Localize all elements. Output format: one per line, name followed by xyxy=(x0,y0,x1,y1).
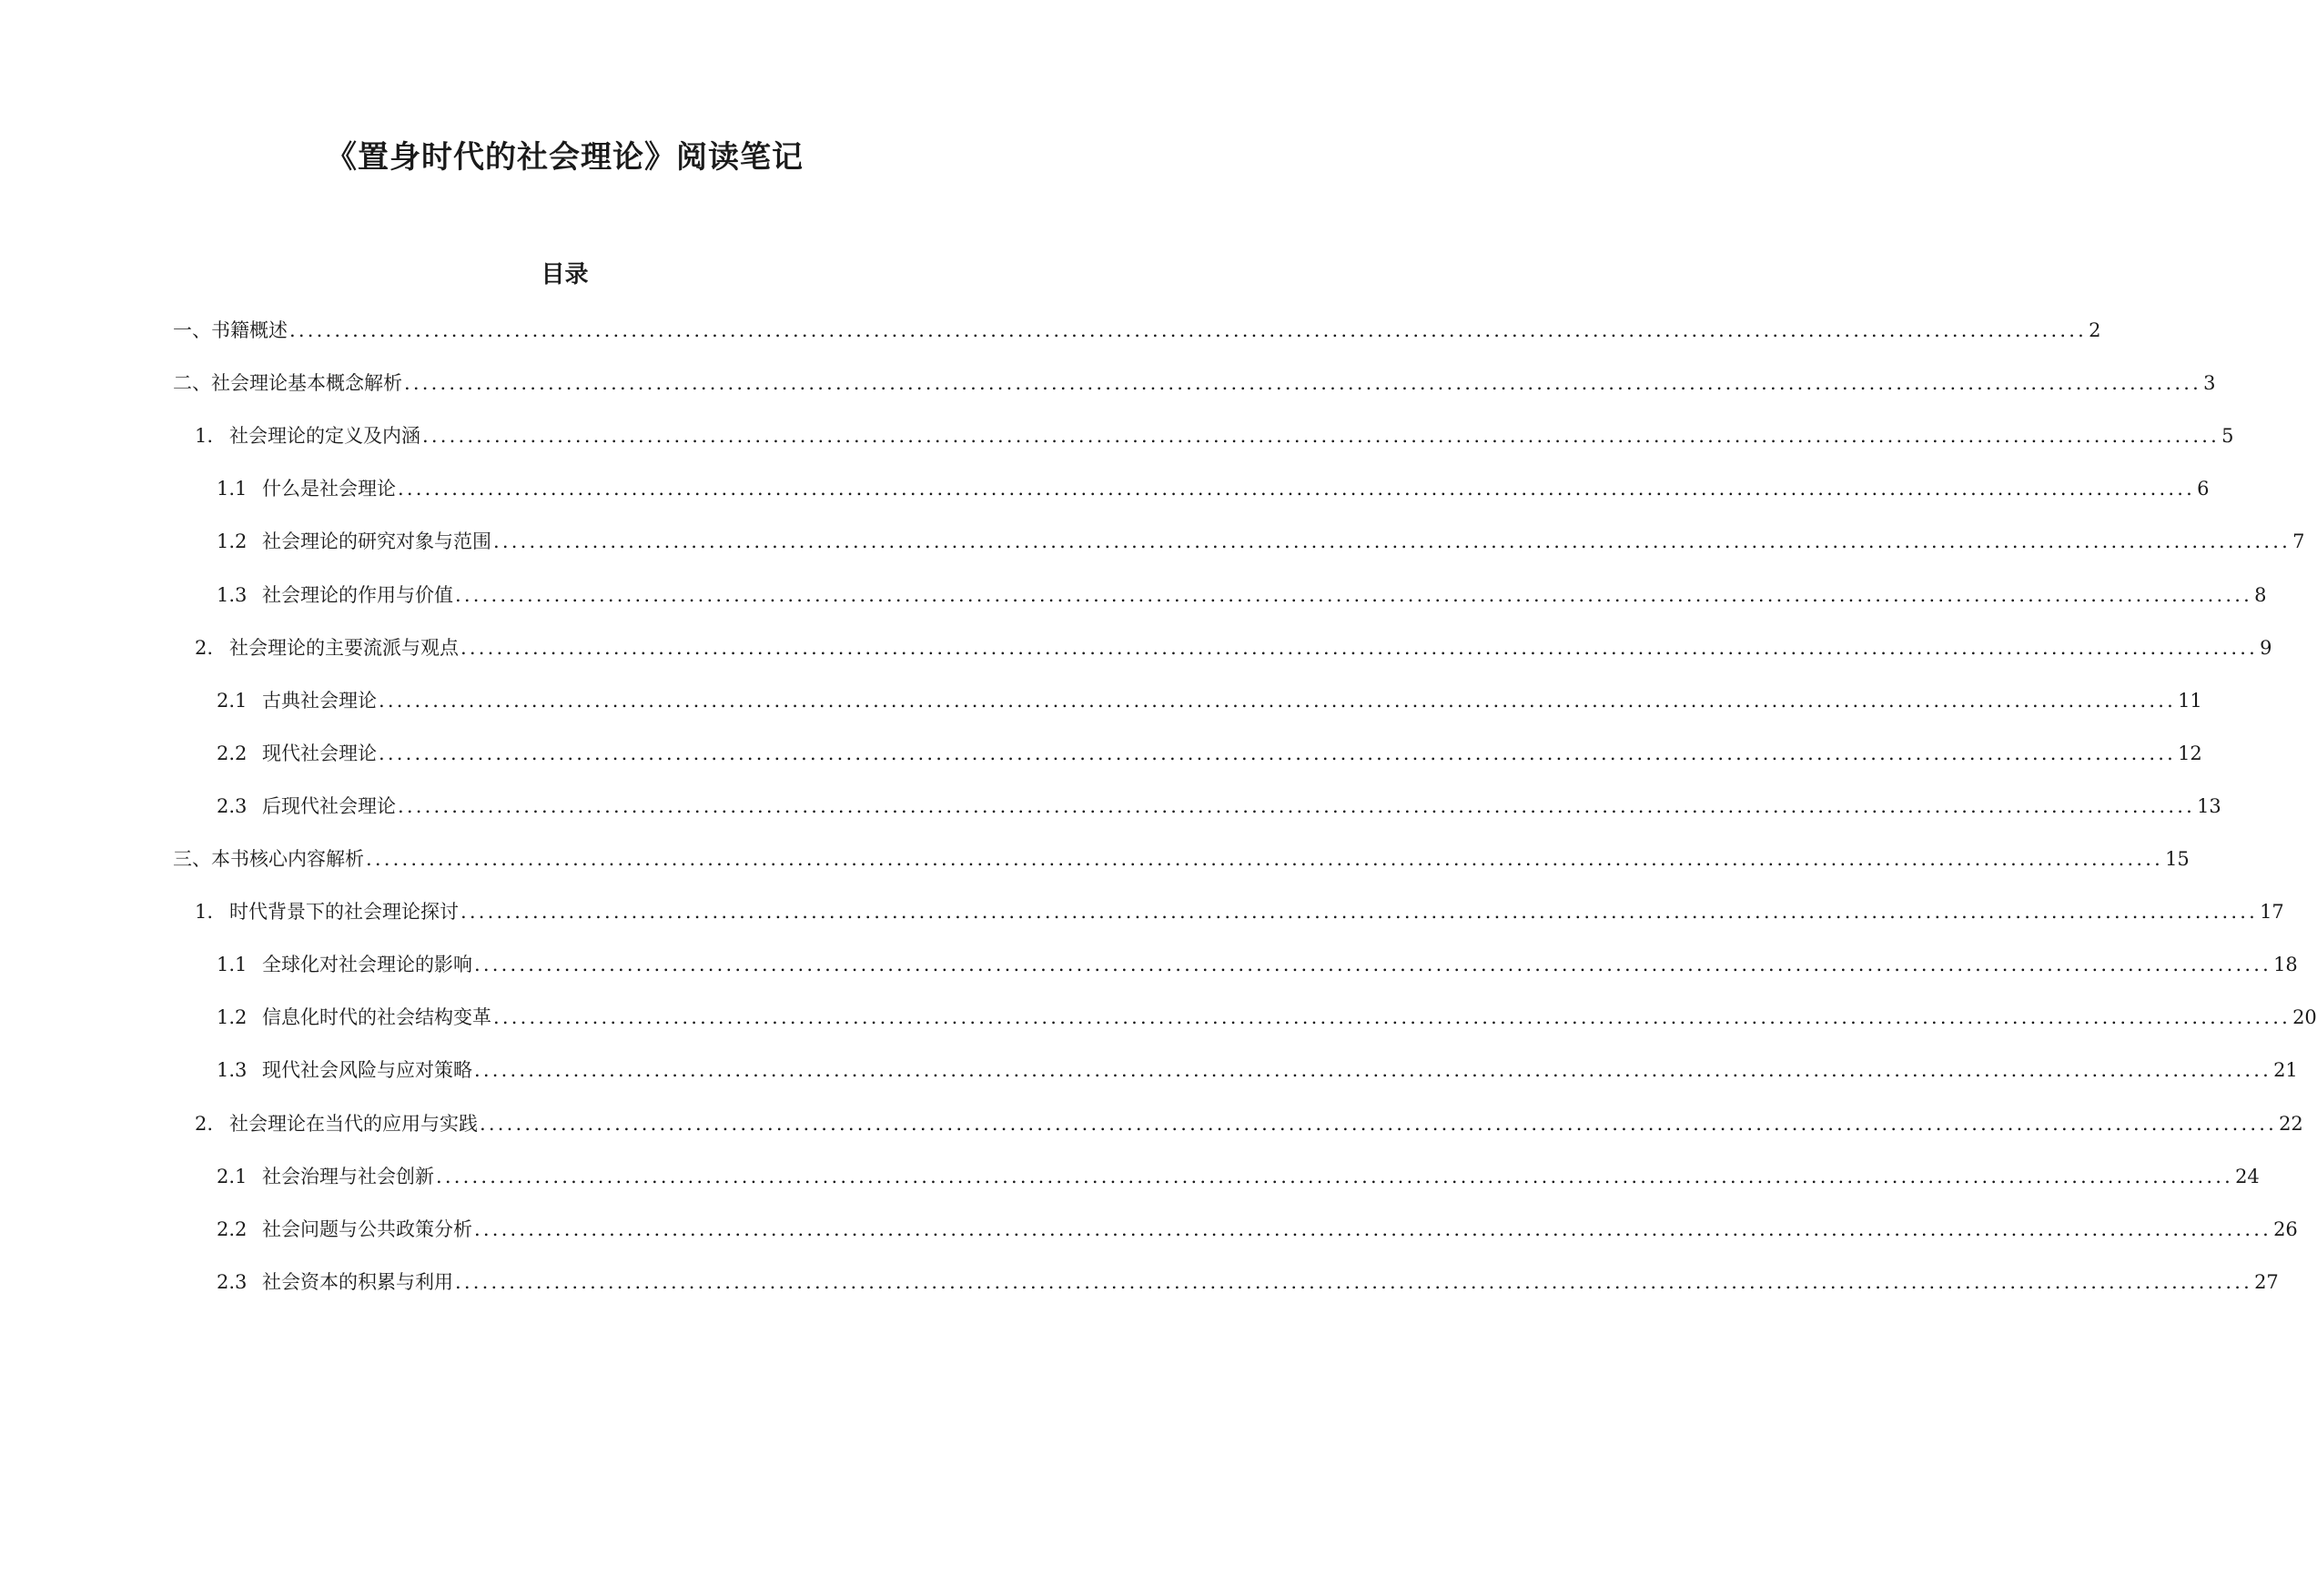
toc-entry-title: 现代社会风险与应对策略 xyxy=(262,1059,472,1082)
toc-entry[interactable] xyxy=(217,1161,2260,1192)
toc-dot-leader: ........................................................................................................................................................................................................ xyxy=(404,372,2202,395)
toc-entry-page-number: 18 xyxy=(2273,954,2298,976)
toc-entry-title: 时代背景下的社会理论探讨 xyxy=(229,901,459,924)
toc-entry-number: 三、 xyxy=(173,848,211,870)
toc-entry-number: 一、 xyxy=(173,319,211,341)
toc-entry-number: 1. xyxy=(195,901,214,924)
toc-entry-title: 社会理论在当代的应用与实践 xyxy=(229,1112,478,1135)
toc-entry[interactable] xyxy=(217,791,2221,822)
document-title: 《置身时代的社会理论》阅读笔记 xyxy=(326,139,804,176)
toc-entry-number: 2.3 xyxy=(217,1270,248,1293)
toc-dot-leader: ........................................................................................................................................................................................................ xyxy=(474,1059,2272,1082)
toc-entry-title: 社会理论基本概念解析 xyxy=(211,372,402,395)
toc-entry[interactable] xyxy=(217,1002,2317,1033)
toc-dot-leader: ........................................................................................................................................................................................................ xyxy=(455,583,2253,606)
toc-dot-leader: ........................................................................................................................................................................................................ xyxy=(379,689,2177,712)
toc-entry-title: 后现代社会理论 xyxy=(262,794,396,817)
toc-entry-number: 1. xyxy=(195,425,214,448)
toc-dot-leader: ........................................................................................................................................................................................................ xyxy=(493,1006,2292,1029)
toc-entry-page-number: 5 xyxy=(2221,425,2234,448)
toc-dot-leader: ........................................................................................................................................................................................................ xyxy=(379,742,2177,764)
toc-entry-page-number: 17 xyxy=(2260,901,2284,924)
toc-entry-page-number: 20 xyxy=(2292,1006,2317,1029)
toc-entry-title: 社会理论的主要流派与观点 xyxy=(229,636,459,659)
toc-entry[interactable] xyxy=(195,420,2234,451)
toc-entry-page-number: 13 xyxy=(2197,794,2221,817)
toc-entry-page-number: 9 xyxy=(2260,636,2272,659)
toc-entry-page-number: 15 xyxy=(2165,848,2190,870)
toc-dot-leader: ........................................................................................................................................................................................................ xyxy=(422,425,2221,448)
toc-entry-page-number: 27 xyxy=(2254,1270,2279,1293)
toc-dot-leader: ........................................................................................................................................................................................................ xyxy=(460,636,2259,659)
toc-entry-number: 2. xyxy=(195,1112,214,1135)
toc-dot-leader: ........................................................................................................................................................................................................ xyxy=(480,1112,2278,1135)
toc-entry-page-number: 12 xyxy=(2178,742,2202,764)
toc-entry-number: 1.2 xyxy=(217,530,248,553)
toc-dot-leader: ........................................................................................................................................................................................................ xyxy=(436,1165,2234,1187)
toc-entry-number: 2. xyxy=(195,636,214,659)
toc-entry[interactable] xyxy=(217,580,2267,611)
toc-entry-number: 2.2 xyxy=(217,742,248,764)
toc-entry-title: 社会理论的作用与价值 xyxy=(262,583,453,606)
toc-dot-leader: ........................................................................................................................................................................................................ xyxy=(474,954,2272,976)
toc-entry-title: 书籍概述 xyxy=(211,319,288,341)
toc-dot-leader: ........................................................................................................................................................................................................ xyxy=(289,319,2088,341)
toc-dot-leader: ........................................................................................................................................................................................................ xyxy=(398,478,2196,500)
toc-entry-title: 本书核心内容解析 xyxy=(211,848,364,870)
toc-entry-number: 1.3 xyxy=(217,583,248,606)
toc-entry-title: 现代社会理论 xyxy=(262,742,377,764)
toc-entry-title: 信息化时代的社会结构变革 xyxy=(262,1006,491,1029)
toc-entry-title: 什么是社会理论 xyxy=(262,478,396,500)
toc-entry-number: 2.1 xyxy=(217,689,248,712)
toc-entry[interactable] xyxy=(195,1108,2303,1139)
toc-entry-title: 社会治理与社会创新 xyxy=(262,1165,434,1187)
toc-entry-number: 1.2 xyxy=(217,1006,248,1029)
toc-entry-title: 古典社会理论 xyxy=(262,689,377,712)
toc-dot-leader: ........................................................................................................................................................................................................ xyxy=(398,794,2196,817)
toc-entry-number: 1.3 xyxy=(217,1059,248,1082)
toc-entry[interactable] xyxy=(173,315,2101,346)
toc-entry[interactable] xyxy=(217,1267,2279,1298)
toc-entry-number: 1.1 xyxy=(217,478,248,500)
toc-entry-title: 社会理论的研究对象与范围 xyxy=(262,530,491,553)
toc-dot-leader: ........................................................................................................................................................................................................ xyxy=(460,901,2259,924)
toc-entry[interactable] xyxy=(217,1214,2298,1245)
toc-entry[interactable] xyxy=(217,949,2298,980)
toc-entry-number: 二、 xyxy=(173,372,211,395)
toc-entry[interactable] xyxy=(217,1055,2298,1086)
toc-entry-page-number: 2 xyxy=(2089,319,2101,341)
toc-dot-leader: ........................................................................................................................................................................................................ xyxy=(366,848,2164,870)
toc-dot-leader: ........................................................................................................................................................................................................ xyxy=(455,1270,2253,1293)
toc-entry[interactable] xyxy=(217,685,2202,716)
toc-entry-page-number: 6 xyxy=(2197,478,2210,500)
toc-entry-page-number: 26 xyxy=(2273,1217,2298,1240)
toc-entry-page-number: 3 xyxy=(2203,372,2216,395)
toc-dot-leader: ........................................................................................................................................................................................................ xyxy=(474,1217,2272,1240)
toc-entry-number: 2.1 xyxy=(217,1165,248,1187)
toc-entry[interactable] xyxy=(173,843,2190,874)
toc-entry-page-number: 22 xyxy=(2279,1112,2303,1135)
toc-entry-title: 社会资本的积累与利用 xyxy=(262,1270,453,1293)
toc-entry-title: 社会问题与公共政策分析 xyxy=(262,1217,472,1240)
toc-entry-page-number: 24 xyxy=(2235,1165,2260,1187)
toc-dot-leader: ........................................................................................................................................................................................................ xyxy=(493,530,2292,553)
toc-entry[interactable] xyxy=(195,896,2284,927)
toc-entry[interactable] xyxy=(217,473,2210,504)
toc-entry[interactable] xyxy=(173,368,2216,399)
toc-entry-title: 社会理论的定义及内涵 xyxy=(229,425,420,448)
toc-entry-page-number: 7 xyxy=(2292,530,2305,553)
toc-entry-page-number: 11 xyxy=(2178,689,2202,712)
toc-heading: 目录 xyxy=(541,261,589,288)
toc-entry-number: 2.2 xyxy=(217,1217,248,1240)
toc-entry[interactable] xyxy=(195,632,2272,663)
toc-entry-page-number: 21 xyxy=(2273,1059,2298,1082)
toc-entry-page-number: 8 xyxy=(2254,583,2267,606)
toc-entry[interactable] xyxy=(217,526,2305,557)
toc-entry-number: 2.3 xyxy=(217,794,248,817)
toc-entry[interactable] xyxy=(217,738,2202,769)
toc-entry-number: 1.1 xyxy=(217,954,248,976)
toc-entry-title: 全球化对社会理论的影响 xyxy=(262,954,472,976)
